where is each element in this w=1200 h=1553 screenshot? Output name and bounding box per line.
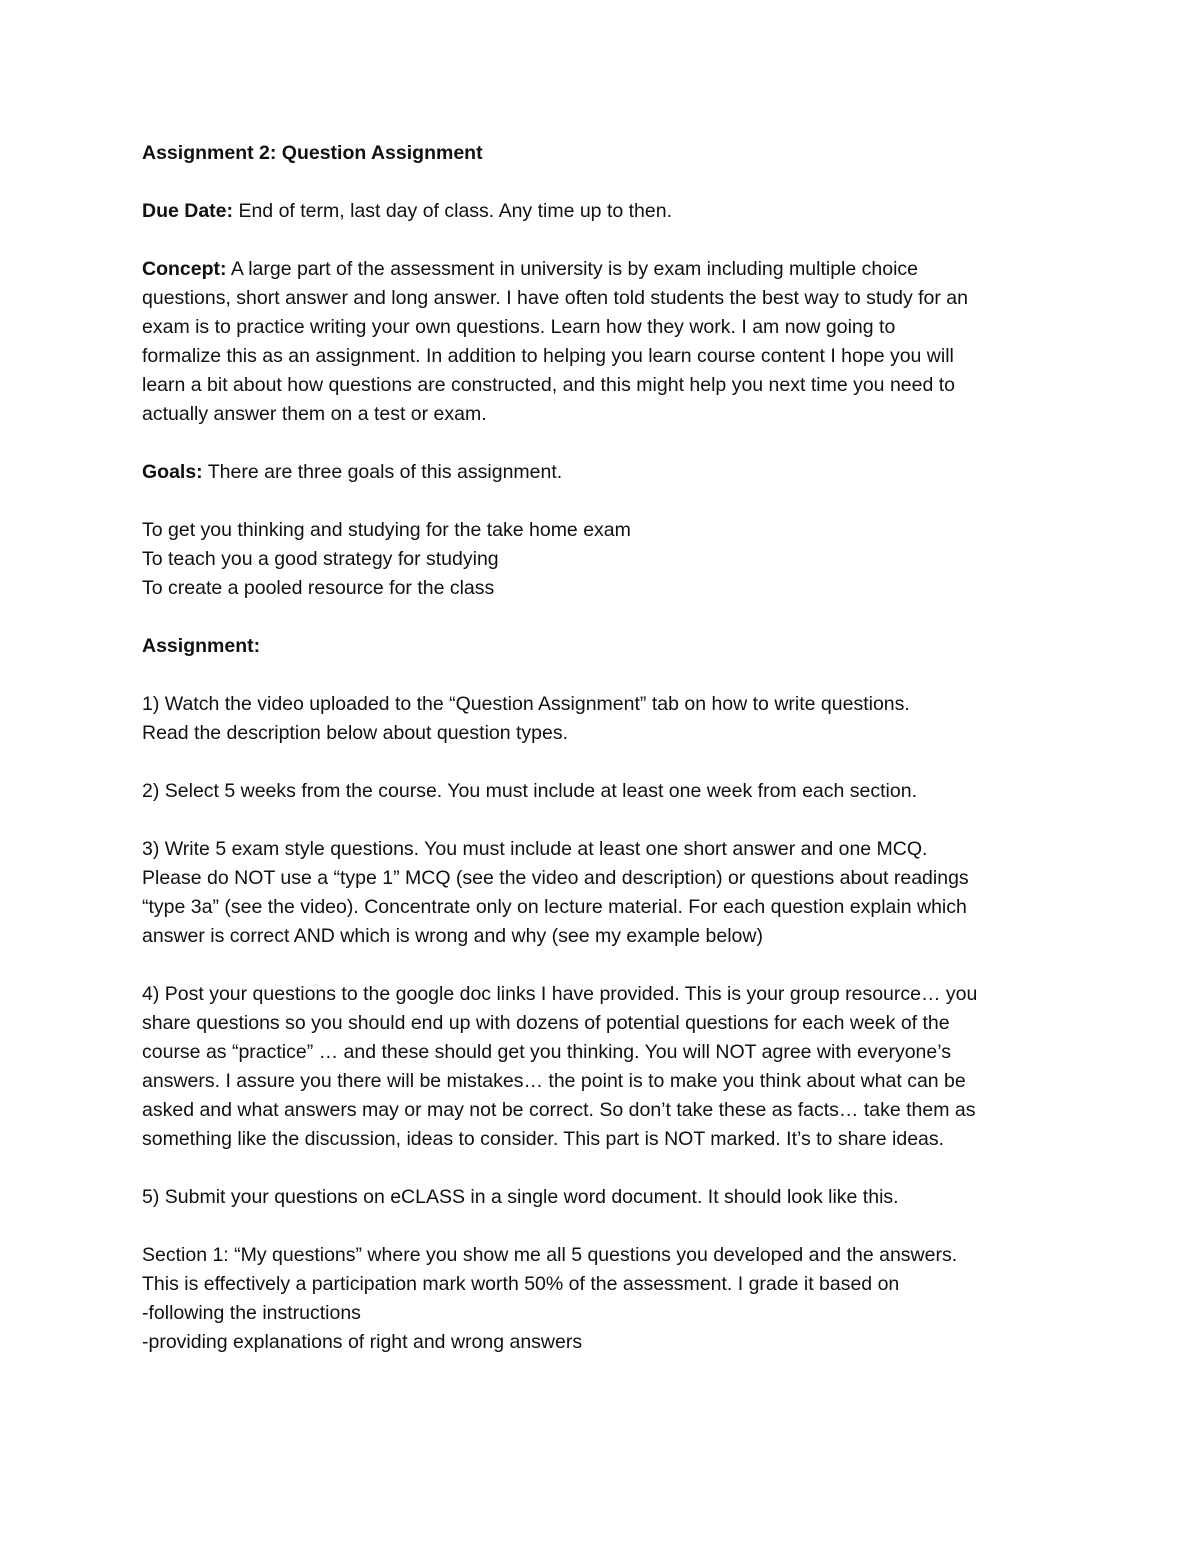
goal-item: To get you thinking and studying for the take home exam [142,519,631,541]
concept-line: actually answer them on a test or exam. [142,403,487,425]
step-4-line: course as “practice” … and these should get you thinking. You will NOT agree with everyone’s [142,1041,951,1063]
step-1-line: Read the description below about question types. [142,722,569,744]
concept-line: questions, short answer and long answer. I have often told students the best way to study for an [142,287,968,309]
due-date-text: End of term, last day of class. Any time up to then. [233,200,673,222]
due-date-paragraph [142,197,1082,226]
step-4-line: asked and what answers may or may not be correct. So don’t take these as facts… take them as [142,1099,976,1121]
section-1-line: Section 1: “My questions” where you show me all 5 questions you developed and the answers. [142,1244,958,1266]
step-3-line: Please do NOT use a “type 1” MCQ (see the video and description) or questions about readings [142,867,969,889]
concept-line: learn a bit about how questions are constructed, and this might help you next time you need to [142,374,956,396]
goal-item: To create a pooled resource for the class [142,577,495,599]
step-2-line: 2) Select 5 weeks from the course. You must include at least one week from each section. [142,780,917,802]
spacer [142,603,1082,632]
spacer [142,168,1082,197]
concept-text: A large part of the assessment in university is by exam including multiple choice [226,258,919,280]
spacer [142,226,1082,255]
step-4-line: share questions so you should end up with dozens of potential questions for each week of the [142,1012,950,1034]
assignment-label: Assignment: [142,635,261,657]
section-1-line: -providing explanations of right and wrong answers [142,1331,583,1353]
goal-item: To teach you a good strategy for studying [142,548,499,570]
section-1-line: -following the instructions [142,1302,361,1324]
document-title: Assignment 2: Question Assignment [142,142,483,164]
spacer [142,487,1082,516]
spacer [142,1154,1082,1183]
step-4-line: 4) Post your questions to the google doc links I have provided. This is your group resource… you [142,983,978,1005]
step-1-line: 1) Watch the video uploaded to the “Question Assignment” tab on how to write questions. [142,693,910,715]
concept-label: Concept: [142,258,227,280]
step-4-line: answers. I assure you there will be mistakes… the point is to make you think about what can be [142,1070,966,1092]
spacer [142,951,1082,980]
spacer [142,806,1082,835]
spacer [142,1212,1082,1241]
spacer [142,661,1082,690]
concept-line: formalize this as an assignment. In addition to helping you learn course content I hope you will [142,345,954,367]
goals-paragraph [142,458,1082,487]
step-3-line: 3) Write 5 exam style questions. You must include at least one short answer and one MCQ. [142,838,928,860]
step-3-line: answer is correct AND which is wrong and why (see my example below) [142,925,763,947]
step-3-line: “type 3a” (see the video). Concentrate only on lecture material. For each question explain which [142,896,967,918]
due-date-label: Due Date: [142,200,234,222]
step-4-line: something like the discussion, ideas to consider. This part is NOT marked. It’s to share ideas. [142,1128,945,1150]
spacer [142,429,1082,458]
step-5-line: 5) Submit your questions on eCLASS in a single word document. It should look like this. [142,1186,899,1208]
document-page [142,139,1082,1357]
concept-line: exam is to practice writing your own questions. Learn how they work. I am now going to [142,316,896,338]
spacer [142,748,1082,777]
goals-label: Goals: [142,461,203,483]
concept-first-line [142,255,1082,284]
section-1-line: This is effectively a participation mark worth 50% of the assessment. I grade it based on [142,1273,900,1295]
goals-text: There are three goals of this assignment. [202,461,563,483]
